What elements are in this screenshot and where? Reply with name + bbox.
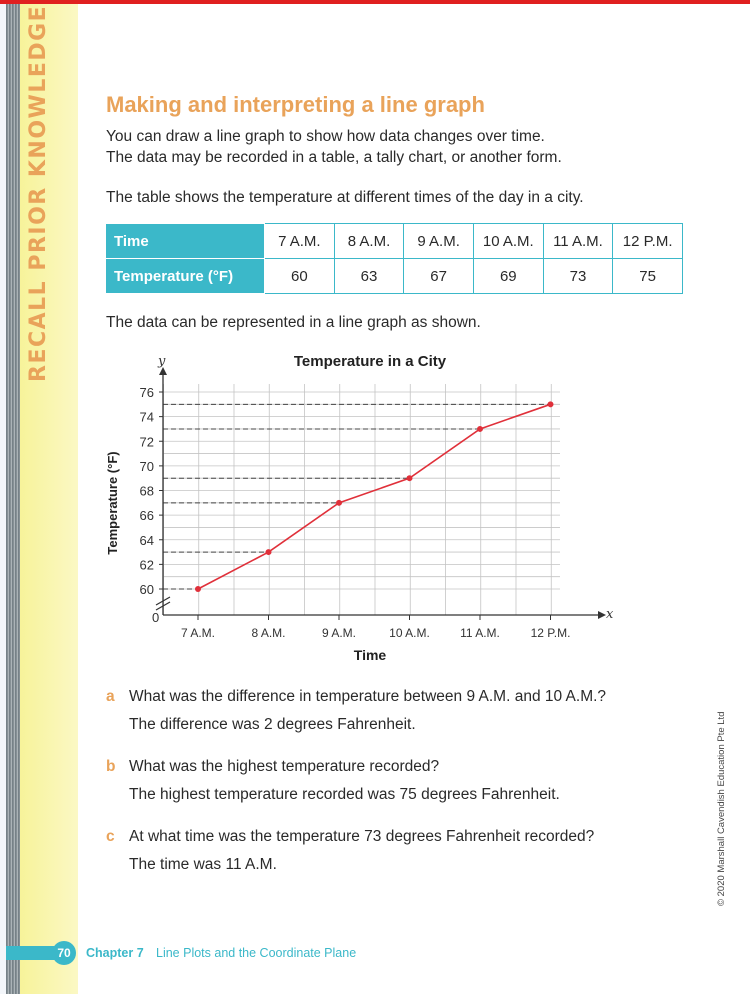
- data-point: [195, 586, 201, 592]
- x-axis-letter: x: [606, 607, 614, 622]
- grid: [163, 384, 560, 615]
- question-letter: c: [106, 828, 115, 845]
- temperature-cell: 75: [613, 259, 683, 294]
- line-chart: [100, 345, 620, 670]
- temperature-cell: 73: [543, 259, 613, 294]
- temperature-row: [106, 259, 683, 294]
- x-tick-label: 7 A.M.: [180, 626, 216, 640]
- time-cell: 9 A.M.: [404, 224, 474, 259]
- time-row-header: Time: [106, 224, 265, 259]
- question-text: At what time was the temperature 73 degrees Fahrenheit recorded?: [129, 828, 595, 845]
- x-tick-label: 9 A.M.: [321, 626, 357, 640]
- time-cell: 11 A.M.: [543, 224, 613, 259]
- data-point: [548, 401, 554, 407]
- y-tick-label: 76: [139, 385, 154, 400]
- answer-text: The highest temperature recorded was 75 degrees Fahrenheit.: [129, 786, 560, 803]
- time-row: [106, 224, 683, 259]
- y-tick-label: 74: [139, 409, 154, 425]
- y-tick-label: 66: [139, 508, 154, 524]
- time-cell: 8 A.M.: [334, 224, 404, 259]
- origin-label: 0: [152, 610, 160, 625]
- x-axis-arrow: [598, 611, 606, 619]
- copyright-notice: © 2020 Marshall Cavendish Education Pte Ltd: [716, 711, 727, 906]
- question-letter: b: [106, 758, 116, 775]
- chart-title: Temperature in a City: [293, 353, 447, 370]
- chapter-label: Chapter 7: [86, 946, 144, 960]
- temperature-cell: 69: [473, 259, 543, 294]
- question-text: What was the difference in temperature between 9 A.M. and 10 A.M.?: [129, 688, 607, 705]
- section-title: Making and interpreting a line graph: [106, 92, 485, 117]
- answer-text: The time was 11 A.M.: [129, 856, 277, 873]
- data-point: [477, 426, 483, 432]
- question-letter: a: [106, 688, 115, 705]
- answer-text: The difference was 2 degrees Fahrenheit.: [129, 716, 416, 733]
- temperature-row-header: Temperature (°F): [106, 259, 265, 294]
- data-point: [266, 549, 272, 555]
- x-tick-label: 8 A.M.: [251, 626, 286, 640]
- intro-line: You can draw a line graph to show how data changes over time.: [106, 128, 545, 145]
- intro-text: [106, 126, 562, 168]
- data-point: [407, 475, 413, 481]
- y-axis-letter: y: [158, 354, 166, 369]
- temperature-cell: 63: [334, 259, 404, 294]
- y-tick-label: 62: [139, 557, 154, 573]
- series-line: [198, 404, 551, 589]
- page-edges: [6, 4, 20, 994]
- side-label: RECALL PRIOR KNOWLEDGE: [26, 4, 51, 382]
- y-axis-title: Temperature (°F): [105, 451, 120, 555]
- intro-line: The data may be recorded in a table, a tally chart, or another form.: [106, 149, 562, 166]
- data-series: [195, 401, 554, 592]
- x-tick-label: 12 P.M.: [530, 626, 571, 640]
- chapter-title: Line Plots and the Coordinate Plane: [156, 946, 357, 960]
- y-tick-label: 64: [139, 532, 154, 548]
- page-number: 70: [52, 941, 76, 965]
- time-cell: 10 A.M.: [473, 224, 543, 259]
- question-text: What was the highest temperature recorded?: [129, 758, 440, 775]
- table-intro: The table shows the temperature at different times of the day in a city.: [106, 189, 584, 206]
- y-tick-label: 60: [139, 582, 154, 597]
- tick-labels: [140, 385, 571, 640]
- y-tick-label: 72: [139, 434, 154, 450]
- temperature-cell: 67: [404, 259, 474, 294]
- x-tick-label: 11 A.M.: [460, 626, 500, 640]
- graph-intro: The data can be represented in a line graph as shown.: [106, 314, 481, 331]
- temperature-table: [105, 223, 683, 294]
- x-tick-label: 10 A.M.: [389, 626, 430, 640]
- time-cell: 12 P.M.: [613, 224, 683, 259]
- x-axis-title: Time: [353, 647, 387, 663]
- data-point: [336, 500, 342, 506]
- time-cell: 7 A.M.: [265, 224, 335, 259]
- y-tick-label: 68: [139, 483, 154, 499]
- temperature-cell: 60: [265, 259, 335, 294]
- y-tick-label: 70: [139, 458, 154, 474]
